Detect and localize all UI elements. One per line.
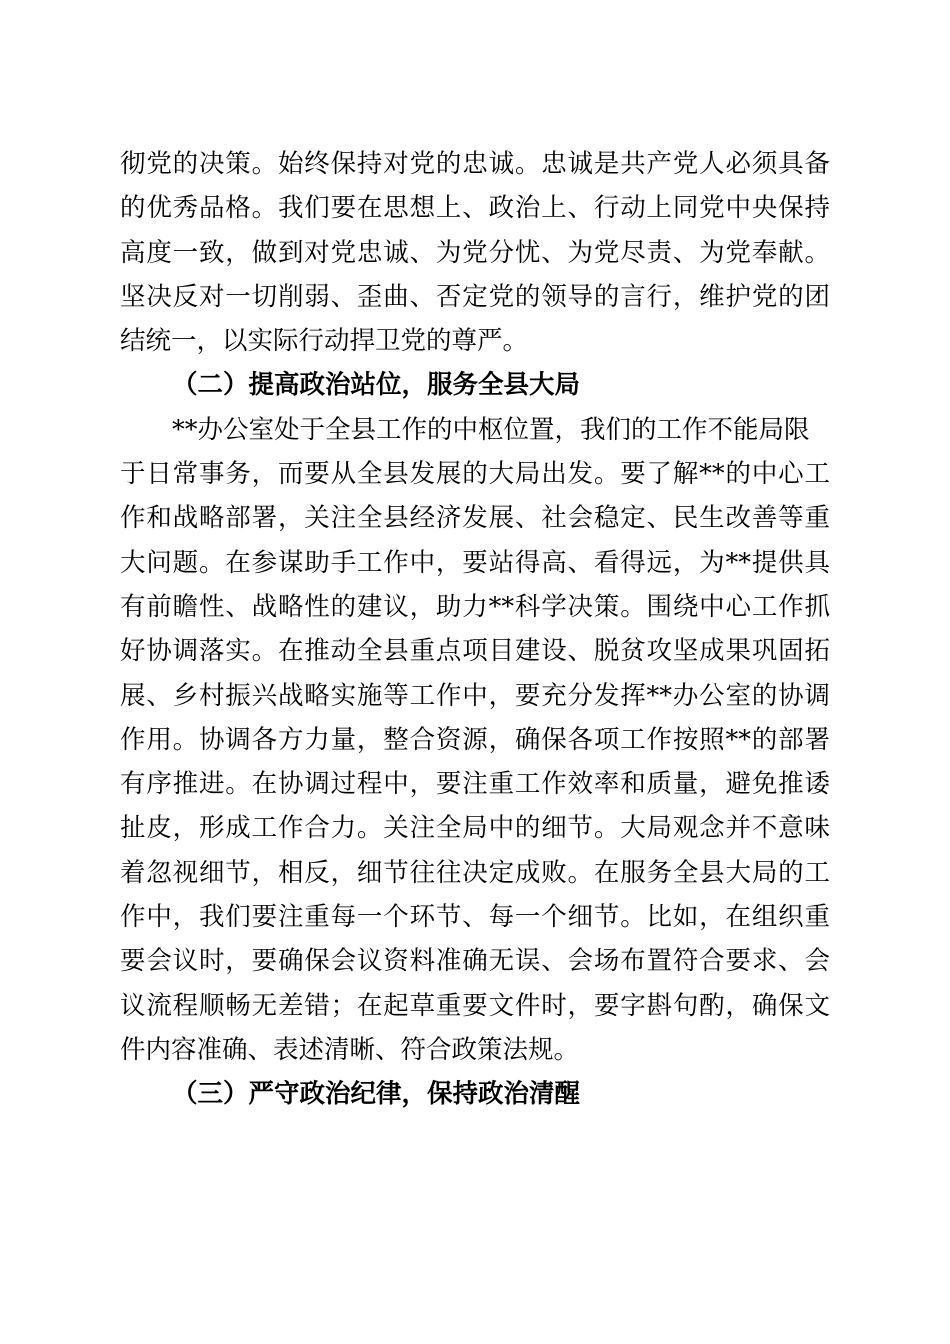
paragraph-line: 作和战略部署，关注全县经济发展、社会稳定、民生改善等重 <box>120 503 830 534</box>
paragraph-line: 有序推进。在协调过程中，要注重工作效率和质量，避免推诿 <box>120 769 830 800</box>
paragraph-line: 高度一致，做到对党忠诚、为党分忧、为党尽责、为党奉献。 <box>120 237 830 268</box>
paragraph-line: 展、乡村振兴战略实施等工作中，要充分发挥**办公室的协调 <box>120 680 830 711</box>
paragraph-line: 结统一，以实际行动捍卫党的尊严。 <box>120 326 529 357</box>
section-heading-2: （二）提高政治站位，服务全县大局 <box>172 370 581 401</box>
paragraph-line: 议流程顺畅无差错；在起草重要文件时，要字斟句酌，确保文 <box>120 990 830 1021</box>
paragraph-line: 作中，我们要注重每一个环节、每一个细节。比如，在组织重 <box>120 902 830 933</box>
paragraph-line: **办公室处于全县工作的中枢位置，我们的工作不能局限 <box>172 414 810 445</box>
paragraph-2 <box>120 408 830 1072</box>
paragraph-line: 作用。协调各方力量，整合资源，确保各项工作按照**的部署 <box>120 724 830 755</box>
paragraph-line: 于日常事务，而要从全县发展的大局出发。要了解**的中心工 <box>120 459 830 490</box>
section-heading-3: （三）严守政治纪律，保持政治清醒 <box>172 1079 581 1110</box>
paragraph-line: 坚决反对一切削弱、歪曲、否定党的领导的言行，维护党的团 <box>120 281 830 312</box>
paragraph-1 <box>120 142 830 363</box>
paragraph-line: 好协调落实。在推动全县重点项目建设、脱贫攻坚成果巩固拓 <box>120 636 830 667</box>
document-page <box>120 142 830 1117</box>
paragraph-line: 彻党的决策。始终保持对党的忠诚。忠诚是共产党人必须具备 <box>120 149 830 179</box>
paragraph-line: 着忽视细节，相反，细节往往决定成败。在服务全县大局的工 <box>120 857 830 888</box>
paragraph-line: 件内容准确、表述清晰、符合政策法规。 <box>120 1034 580 1065</box>
paragraph-line: 要会议时，要确保会议资料准确无误、会场布置符合要求、会 <box>120 946 830 977</box>
paragraph-line: 有前瞻性、战略性的建议，助力**科学决策。围绕中心工作抓 <box>120 591 830 622</box>
paragraph-line: 扯皮，形成工作合力。关注全局中的细节。大局观念并不意味 <box>120 813 830 844</box>
paragraph-line: 的优秀品格。我们要在思想上、政治上、行动上同党中央保持 <box>120 193 830 224</box>
paragraph-line: 大问题。在参谋助手工作中，要站得高、看得远，为**提供具 <box>120 547 830 578</box>
